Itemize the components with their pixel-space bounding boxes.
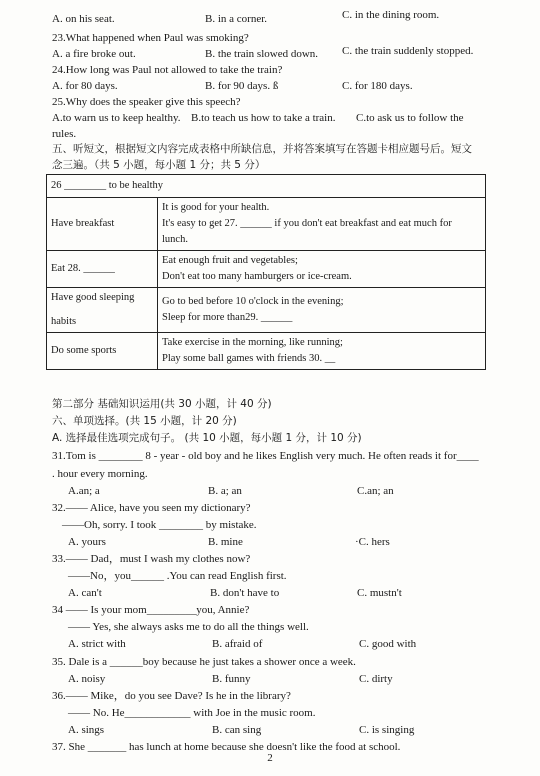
option-b: B. funny bbox=[212, 673, 251, 685]
option-a: A. for 80 days. bbox=[52, 80, 118, 92]
row-line: Sleep for more than29. ______ bbox=[162, 312, 293, 323]
row-label bbox=[47, 288, 158, 333]
row-label: Do some sports bbox=[47, 333, 158, 370]
option-b: B. afraid of bbox=[212, 638, 263, 650]
option-a: A. can't bbox=[68, 587, 102, 599]
row-content bbox=[158, 333, 486, 370]
section-6-title: 六、单项选择。(共 15 小题，计 20 分) bbox=[52, 415, 237, 427]
table-row bbox=[47, 288, 486, 333]
option-c: C. in the dining room. bbox=[342, 9, 440, 21]
row-line: It is good for your health. bbox=[162, 202, 270, 213]
option-b: B. a; an bbox=[208, 485, 242, 497]
row-line: Take exercise in the morning, like running; bbox=[162, 337, 343, 348]
question-36-reply: —— No. He____________ with Joe in the music room. bbox=[68, 707, 316, 719]
option-a: A. sings bbox=[68, 724, 105, 736]
option-c: C. is singing bbox=[359, 724, 415, 736]
question-32: 32.—— Alice, have you seen my dictionary? bbox=[52, 502, 251, 514]
row-content bbox=[158, 288, 486, 333]
option-c: C. dirty bbox=[359, 673, 393, 685]
question-33: 33.—— Dad，must I wash my clothes now? bbox=[52, 553, 251, 565]
page-number: 2 bbox=[267, 752, 273, 764]
option-a: A. on his seat. bbox=[52, 13, 115, 25]
option-a: A. yours bbox=[68, 536, 106, 548]
question-25: 25.Why does the speaker give this speech? bbox=[52, 96, 241, 108]
table-header: 26 ________ to be healthy bbox=[47, 175, 486, 198]
question-36: 36.—— Mike，do you see Dave? Is he in the library? bbox=[52, 690, 291, 702]
option-c: C. the train suddenly stopped. bbox=[342, 45, 474, 57]
option-b: B. the train slowed down. bbox=[205, 48, 319, 60]
notes-table bbox=[46, 174, 486, 370]
option-a: A. noisy bbox=[68, 673, 106, 685]
option-a: A. strict with bbox=[68, 638, 126, 650]
row-label-line: Have good sleeping bbox=[51, 292, 135, 303]
row-line: Don't eat too many hamburgers or ice-cream. bbox=[162, 271, 352, 282]
option-c: C.to ask us to follow the bbox=[356, 112, 464, 124]
option-b: B. can sing bbox=[212, 724, 262, 736]
row-label-line: habits bbox=[51, 316, 77, 327]
table-row bbox=[47, 251, 486, 288]
question-34-reply: —— Yes, she always asks me to do all the things well. bbox=[68, 621, 309, 633]
row-line: Eat enough fruit and vegetables; bbox=[162, 255, 298, 266]
option-c: C. mustn't bbox=[357, 587, 402, 599]
row-label: Have breakfast bbox=[47, 198, 158, 251]
question-33-reply: ——No，you______ .You can read English first. bbox=[68, 570, 287, 582]
question-35: 35. Dale is a ______boy because he just takes a shower once a week. bbox=[52, 656, 356, 668]
question-37: 37. She _______ has lunch at home because she doesn't like the food at school. bbox=[52, 741, 401, 753]
option-b: B.to teach us how to take a train. bbox=[191, 112, 336, 124]
question-31-cont: . hour every morning. bbox=[52, 468, 148, 480]
option-c-continued: rules. bbox=[52, 128, 77, 140]
section-5-instructions-cont: 念三遍。（共 5 小题，每小题 1 分；共 5 分） bbox=[52, 159, 266, 171]
option-b: B. mine bbox=[208, 536, 243, 548]
option-a: A.to warn us to keep healthy. bbox=[52, 112, 181, 124]
question-24: 24.How long was Paul not allowed to take the train? bbox=[52, 64, 283, 76]
question-23: 23.What happened when Paul was smoking? bbox=[52, 32, 249, 44]
row-label: Eat 28. ______ bbox=[47, 251, 158, 288]
table-header-row bbox=[47, 175, 486, 198]
section-5-instructions: 五、听短文，根据短文内容完成表格中所缺信息，并将答案填写在答题卡相应题号后。短文 bbox=[52, 143, 472, 155]
section-a-title: A. 选择最佳选项完成句子。 (共 10 小题，每小题 1 分，计 10 分) bbox=[52, 432, 362, 444]
option-b: B. don't have to bbox=[210, 587, 280, 599]
row-content bbox=[158, 251, 486, 288]
option-c: C.an; an bbox=[357, 485, 394, 497]
option-b: B. in a corner. bbox=[205, 13, 268, 25]
row-content bbox=[158, 198, 486, 251]
option-c: C. for 180 days. bbox=[342, 80, 413, 92]
question-32-reply: ——Oh, sorry. I took ________ by mistake. bbox=[62, 519, 257, 531]
option-b: B. for 90 days. ß bbox=[205, 80, 279, 92]
option-a: A. a fire broke out. bbox=[52, 48, 136, 60]
table-row bbox=[47, 198, 486, 251]
table-row bbox=[47, 333, 486, 370]
option-c: C. good with bbox=[359, 638, 417, 650]
question-31: 31.Tom is ________ 8 - year - old boy and he likes English very much. He often reads it for____ bbox=[52, 450, 479, 462]
row-line: It's easy to get 27. ______ if you don't eat breakfast and eat much for bbox=[162, 218, 452, 229]
row-line: Go to bed before 10 o'clock in the evening; bbox=[162, 296, 344, 307]
option-c: ·C. hers bbox=[355, 536, 390, 548]
part-2-title: 第二部分 基础知识运用(共 30 小题，计 40 分) bbox=[52, 398, 272, 410]
option-a: A.an; a bbox=[68, 485, 100, 497]
question-34: 34 —— Is your mom_________you, Annie? bbox=[52, 604, 250, 616]
row-line: lunch. bbox=[162, 234, 188, 245]
row-line: Play some ball games with friends 30. __ bbox=[162, 353, 336, 364]
